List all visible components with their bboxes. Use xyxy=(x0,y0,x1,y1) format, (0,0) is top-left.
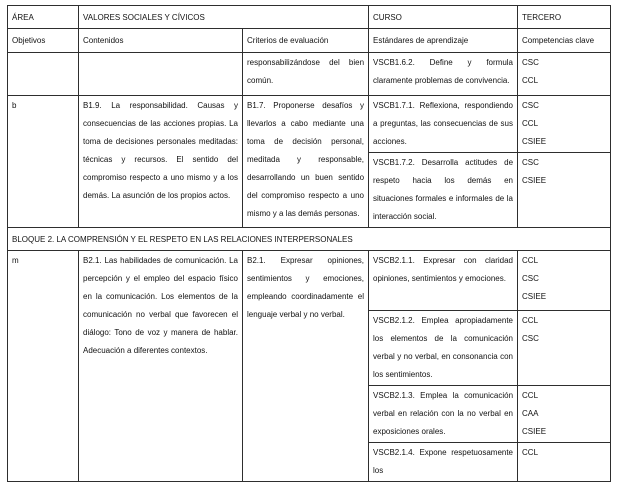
curso-value-cell: TERCERO xyxy=(518,6,611,29)
competencia-item: CAA xyxy=(522,409,539,418)
competencia-item: CSIEE xyxy=(522,292,547,301)
empty-cell xyxy=(79,53,243,96)
contenidos-b19-cell: B1.9. La responsabilidad. Causas y consecuencias de las acciones propias. La toma de decisiones personales meditadas: técnicas y recursos. El sentido del compromiso respecto a uno mismo y a los demás. La asunción de los propios actos. xyxy=(79,96,243,228)
col-header-contenidos: Contenidos xyxy=(79,29,243,53)
objetivo-m-cell: m xyxy=(8,251,79,482)
competencias-cell xyxy=(518,251,611,311)
competencia-item: CSC xyxy=(522,101,539,110)
competencias-cell xyxy=(518,96,611,153)
competencia-item: CCL xyxy=(522,391,539,400)
competencias-cell xyxy=(518,386,611,443)
competencia-item: CCL xyxy=(522,448,539,457)
row-objetivo-m xyxy=(8,251,611,311)
competencias-cell xyxy=(518,153,611,228)
standard-vscb162-cell: VSCB1.6.2. Define y formula claramente problemas de convivencia. xyxy=(369,53,518,96)
bloque2-title-cell: BLOQUE 2. LA COMPRENSIÓN Y EL RESPETO EN LAS RELACIONES INTERPERSONALES xyxy=(8,228,611,251)
header-row-columns xyxy=(8,29,611,53)
standard-vscb171-cell: VSCB1.7.1. Reflexiona, respondiendo a preguntas, las consecuencias de sus acciones. xyxy=(369,96,518,153)
criterios-b17-cell: B1.7. Proponerse desafíos y llevarlos a cabo mediante una toma de decisión personal, meditada y responsable, desarrollando un buen sentido del compromiso respecto a uno mismo y a las demás personas. xyxy=(243,96,369,228)
objetivo-b-cell: b xyxy=(8,96,79,228)
competencia-item: CCL xyxy=(522,119,539,128)
competencias-cell xyxy=(518,443,611,482)
standard-vscb211-cell: VSCB2.1.1. Expresar con claridad opiniones, sentimientos y emociones. xyxy=(369,251,518,311)
competencia-item: CSC xyxy=(522,274,539,283)
criterios-continuation-cell: responsabilizándose del bien común. xyxy=(243,53,369,96)
standard-vscb213-cell: VSCB2.1.3. Emplea la comunicación verbal en relación con la no verbal en exposiciones orales. xyxy=(369,386,518,443)
competencias-cell xyxy=(518,53,611,96)
standard-vscb212-cell: VSCB2.1.2. Emplea apropiadamente los elementos de la comunicación verbal y no verbal, en consonancia con los sentimientos. xyxy=(369,311,518,386)
competencias-cell xyxy=(518,311,611,386)
contenidos-b21-cell: B2.1. Las habilidades de comunicación. La percepción y el empleo del espacio físico en la comunicación. Los elementos de la comunicación no verbal que favorecen el diálogo: Tono de voz y manera de hablar. Adecuación a diferentes contextos. xyxy=(79,251,243,482)
competencia-item: CCL xyxy=(522,316,539,325)
area-label-cell: ÁREA xyxy=(8,6,79,29)
competencia-item: CSC xyxy=(522,334,539,343)
col-header-criterios: Criterios de evaluación xyxy=(243,29,369,53)
col-header-objetivos: Objetivos xyxy=(8,29,79,53)
bloque2-band-row xyxy=(8,228,611,251)
competencia-item: CSIEE xyxy=(522,427,547,436)
carryover-row xyxy=(8,53,611,96)
standard-vscb172-cell: VSCB1.7.2. Desarrolla actitudes de respeto hacia los demás en situaciones formales e informales de la interacción social. xyxy=(369,153,518,228)
col-header-estandares: Estándares de aprendizaje xyxy=(369,29,518,53)
standard-vscb214-cell: VSCB2.1.4. Expone respetuosamente los xyxy=(369,443,518,482)
competencia-item: CCL xyxy=(522,76,539,85)
curriculum-table xyxy=(7,5,611,482)
header-row-area xyxy=(8,6,611,29)
competencia-item: CSIEE xyxy=(522,176,547,185)
criterios-b21-cell: B2.1. Expresar opiniones, sentimientos y emociones, empleando coordinadamente el lenguaje verbal y no verbal. xyxy=(243,251,369,482)
col-header-competencias: Competencias clave xyxy=(518,29,611,53)
area-value-cell: VALORES SOCIALES Y CÍVICOS xyxy=(79,6,369,29)
competencia-item: CSC xyxy=(522,158,539,167)
competencia-item: CSC xyxy=(522,58,539,67)
empty-cell xyxy=(8,53,79,96)
curso-label-cell: CURSO xyxy=(369,6,518,29)
competencia-item: CCL xyxy=(522,256,539,265)
row-objetivo-b xyxy=(8,96,611,153)
competencia-item: CSIEE xyxy=(522,137,547,146)
